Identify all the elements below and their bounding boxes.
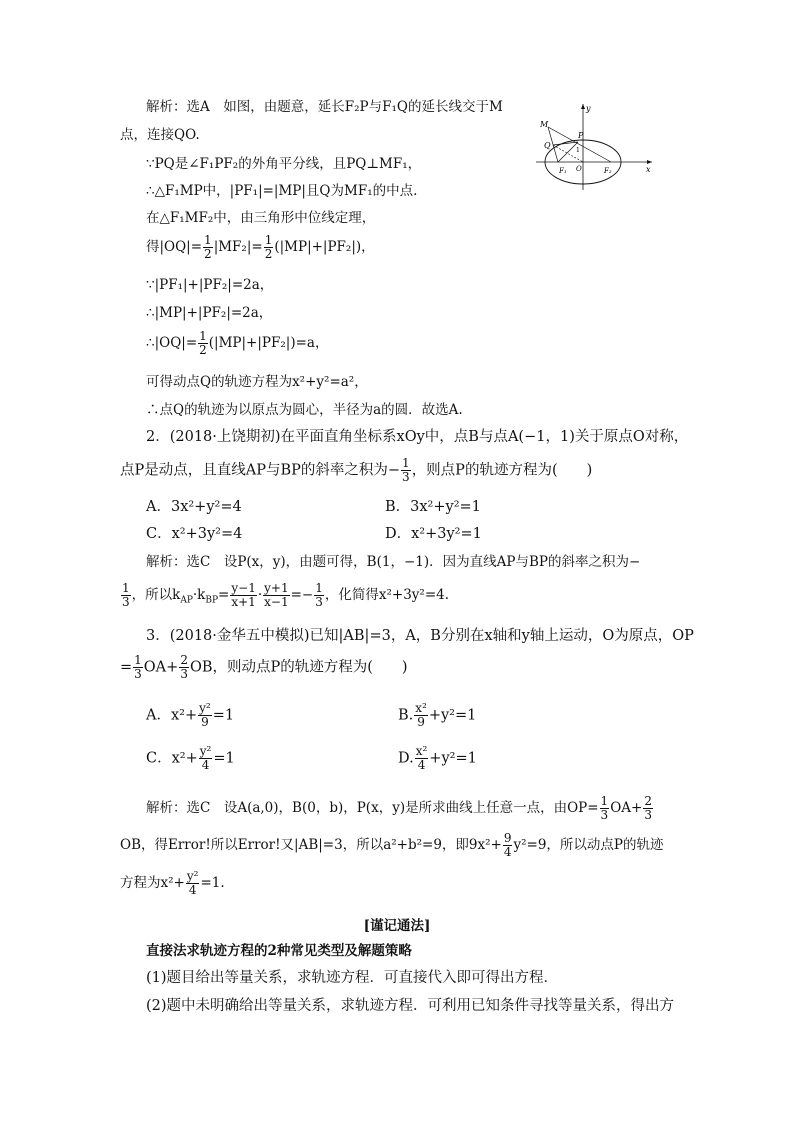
question-3-line-2: = $\frac{1}{3}$ OA+ $\frac{2}{3}$ OB，则动点P的轨迹方程为( ) [120,653,408,681]
summary-point-1: (1)题目给出等量关系，求轨迹方程．可直接代入即可得出方程． [146,970,559,986]
label-x: x [646,165,651,174]
fraction: $\frac{2}{3}$ [180,653,188,681]
solution-1-line-11: ∴点Q的轨迹为以原点为圆心，半径为a的圆．故选A. [146,402,463,418]
label-angle-1: 1 [576,147,580,154]
solution-1-line-10: 可得动点Q的轨迹方程为x²+y²=a²， [146,374,368,390]
fraction: $\frac{y-1}{x+1}$ [231,581,256,609]
summary-point-2: (2)题中未明确给出等量关系，求轨迹方程．可利用已知条件寻找等量关系，得出方 [146,998,675,1014]
label-o: O [576,165,582,173]
label-f2: F₂ [604,167,612,175]
summary-title: 直接法求轨迹方程的2种常见类型及解题策略 [146,943,412,959]
ellipse-figure [536,100,656,190]
question-2-option-d: D．x²+3y²=1 [385,526,482,542]
label-q: Q [544,141,551,150]
label-y: y [586,104,591,113]
question-2-line-2: 点P是动点，且直线AP与BP的斜率之积为− $\frac{1}{3}$ ，则点P的轨迹方程为( ) [120,456,593,484]
solution-3-line-3: 方程为x²+ $\frac{\text{y²}}{4}$ =1. [120,869,225,897]
question-3-option-c: C．x²+ $\frac{\text{y²}}{4}$ =1 [146,744,235,772]
solution-1-line-7: ∵|PF₁|+|PF₂|=2a， [146,277,274,293]
solution-1-line-9: ∴|OQ|= $\frac{1}{2}$ (|MP|+|PF₂|)=a， [146,329,329,357]
solution-3-line-1: 解析：选C 设A(a,0)，B(0，b)，P(x，y)是所求曲线上任意一点，由OP= $\frac{1}{3}$ OA+ $\frac{2}{3}$ [146,794,652,822]
fraction: $\frac{1}{3}$ [122,581,130,609]
question-3-option-a: A．x²+ $\frac{\text{y²}}{9}$ =1 [146,701,235,729]
fraction: $\frac{1}{2}$ [204,233,212,261]
question-3-line-1: 3．(2018·金华五中模拟)已知|AB|=3，A，B分别在x轴和y轴上运动，O为原点，OP [146,628,694,644]
solution-1-line-8: ∴|MP|+|PF₂|=2a， [146,305,273,321]
question-2-option-c: C．x²+3y²=4 [146,526,243,542]
question-2-option-b: B．3x²+y²=1 [385,499,481,515]
fraction: $\frac{y+1}{x-1}$ [264,581,289,609]
question-2-line-1: 2．(2018·上饶期初)在平面直角坐标系xOy中，点B与点A(−1，1)关于原点O对称， [146,429,689,445]
solution-1-line-1: 解析：选A 如图，由题意，延长F₂P与F₁Q的延长线交于M [146,99,503,115]
summary-heading: [谨记通法] [363,918,431,934]
solution-1-line-2: 点，连接QO. [120,127,200,143]
fraction: $\frac{9}{4}$ [503,831,512,859]
solution-2-line-2: $\frac{1}{3}$ ，所以$k_{AP}\cdot k_{BP}=$ $\frac{y-1}{x+1}$ · $\frac{y+1}{x-1}$ =− $\frac{1}{3}$ ，化简得x²+3y²=4. [122,581,450,609]
fraction: $\frac{\text{y²}}{4}$ [186,869,199,897]
fraction: $\frac{1}{3}$ [315,581,323,609]
label-f1: F₁ [559,167,567,175]
fraction: $\frac{\text{x²}}{9}$ [415,701,427,729]
fraction: $\frac{\text{y²}}{4}$ [199,744,212,772]
fraction: $\frac{\text{y²}}{9}$ [199,701,211,729]
fraction: $\frac{1}{2}$ [199,329,207,357]
solution-2-line-1: 解析：选C 设P(x，y)，由题可得，B(1，−1)．因为直线AP与BP的斜率之积为− [146,554,641,570]
fraction: $\frac{2}{3}$ [644,794,652,822]
question-3-option-b: B. $\frac{\text{x²}}{9}$ +y²=1 [398,701,477,729]
fraction: $\frac{1}{2}$ [264,233,273,261]
fraction: $\frac{1}{3}$ [600,794,609,822]
solution-3-line-2: OB，得Error!所以Error!又|AB|=3，所以a²+b²=9，即9x²+ $\frac{9}{4}$ y²=9，所以动点P的轨迹 [120,831,664,859]
question-2-option-a: A．3x²+y²=4 [146,499,242,515]
label-m: M [540,120,549,129]
solution-1-line-4: ∴△F₁MP中，|PF₁|=|MP|且Q为MF₁的中点. [146,183,418,199]
fraction: $\frac{1}{3}$ [402,456,410,484]
label-p: P [578,131,584,140]
line-f1-p [558,142,578,162]
fraction: $\frac{\text{x²}}{4}$ [415,744,428,772]
solution-1-line-5: 在△F₁MF₂中，由三角形中位线定理， [146,210,376,226]
solution-1-line-6: 得|OQ|= $\frac{1}{2}$ |MF₂|= $\frac{1}{2}$ (|MP|+|PF₂|)， [146,233,375,261]
solution-1-line-3: ∵PQ是∠F₁PF₂的外角平分线，且PQ⊥MF₁， [146,156,422,172]
fraction: $\frac{1}{3}$ [134,653,142,681]
question-3-option-d: D. $\frac{\text{x²}}{4}$ +y²=1 [398,744,477,772]
